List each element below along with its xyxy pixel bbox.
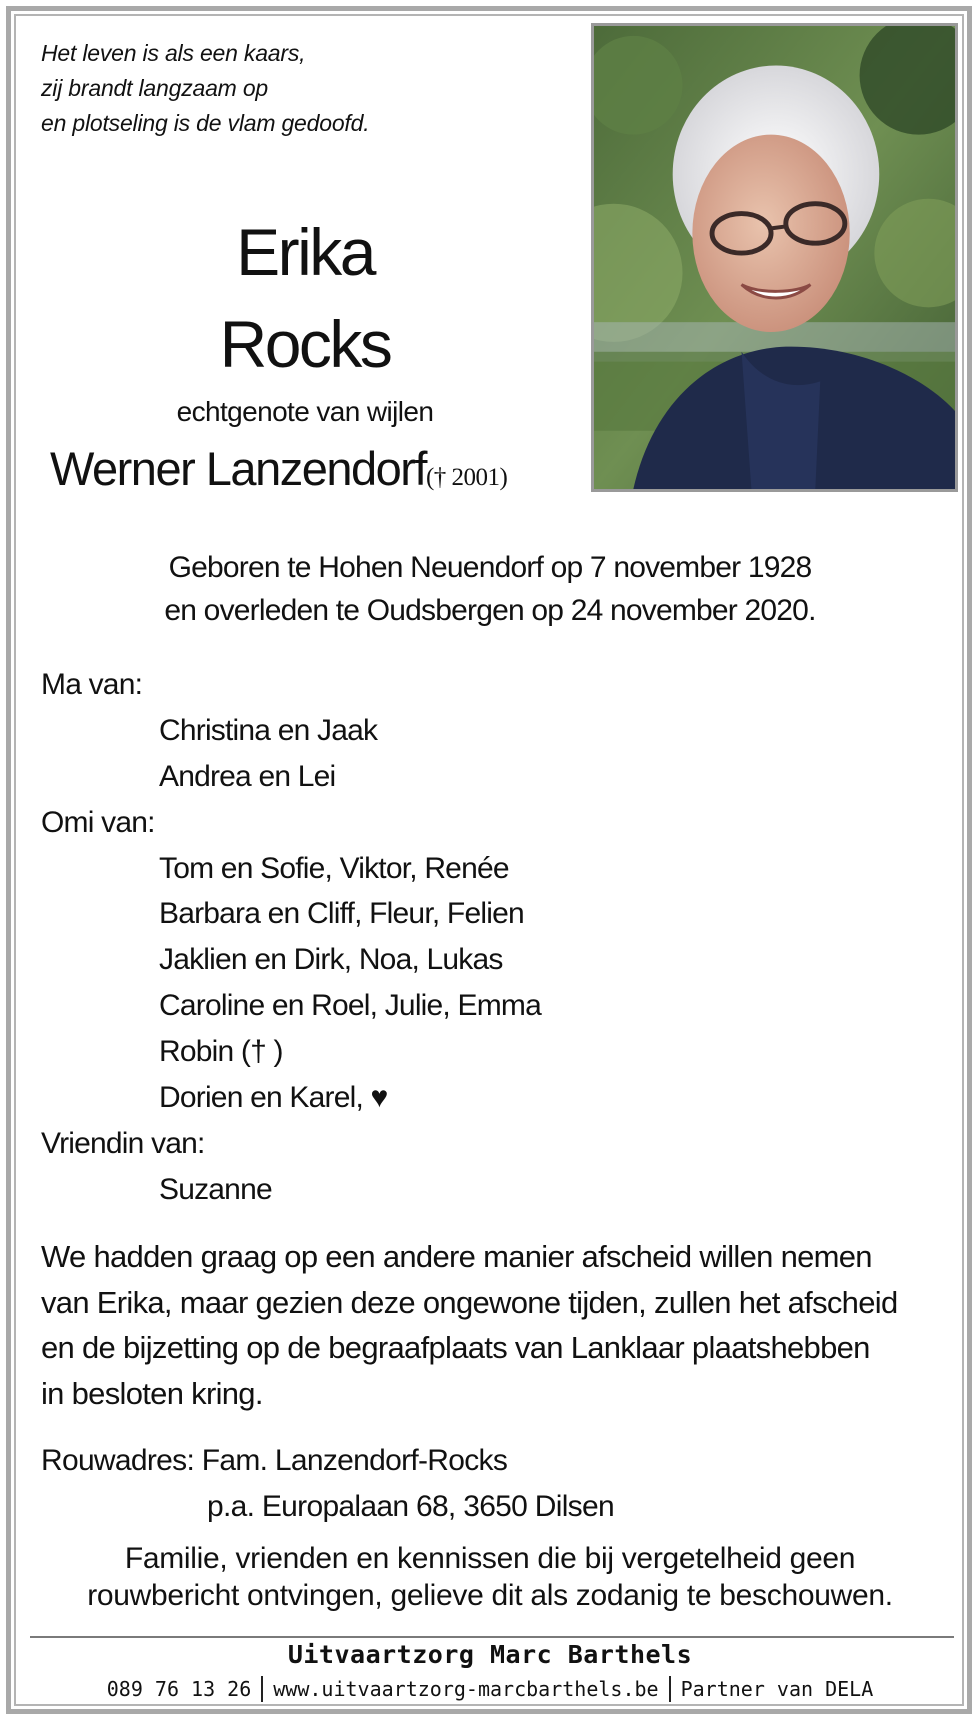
notice-line: rouwbericht ontvingen, gelieve dit als zodanig te beschouwen. bbox=[87, 1579, 893, 1612]
poem-line: zij brandt langzaam op bbox=[41, 75, 269, 101]
footer-phone: 089 76 13 26 bbox=[106, 1677, 252, 1701]
message-line: van Erika, maar gezien deze ongewone tijden, zullen het afscheid bbox=[41, 1284, 898, 1320]
life-dates bbox=[0, 546, 980, 632]
list-item: Robin († ) bbox=[159, 1035, 283, 1069]
list-item: Andrea en Lei bbox=[159, 759, 336, 793]
address-line: Rouwadres: Fam. Lanzendorf-Rocks bbox=[41, 1444, 508, 1477]
death-line: en overleden te Oudsbergen op 24 november 2020. bbox=[164, 594, 816, 627]
footer-contact bbox=[0, 1676, 980, 1702]
friend-label: Vriendin van: bbox=[41, 1126, 205, 1160]
footer-divider bbox=[30, 1636, 954, 1638]
spouse-label: echtgenote van wijlen bbox=[176, 396, 434, 427]
list-item: Barbara en Cliff, Fleur, Felien bbox=[159, 897, 524, 931]
poem bbox=[41, 36, 369, 141]
portrait-image bbox=[594, 26, 955, 489]
list-item: Dorien en Karel, ♥ bbox=[159, 1081, 388, 1115]
notice bbox=[0, 1540, 980, 1614]
message-line: en de bijzetting op de begraafplaats van Lanklaar plaatshebben bbox=[41, 1330, 870, 1365]
poem-line: en plotseling is de vlam gedoofd. bbox=[41, 110, 370, 136]
spouse-death-note: († 2001) bbox=[425, 464, 508, 491]
funeral-home-name: Uitvaartzorg Marc Barthels bbox=[287, 1640, 693, 1669]
list-item: Suzanne bbox=[159, 1172, 272, 1206]
message-line: in besloten kring. bbox=[41, 1375, 263, 1411]
footer-partner: Partner van DELA bbox=[680, 1677, 874, 1701]
birth-line: Geboren te Hohen Neuendorf op 7 november 1928 bbox=[168, 551, 812, 584]
deceased-first-name: Erika bbox=[236, 215, 374, 289]
spouse-name: Werner Lanzendorf bbox=[50, 442, 426, 495]
farewell-message bbox=[41, 1234, 898, 1416]
portrait-photo bbox=[591, 23, 958, 492]
list-item: Tom en Sofie, Viktor, Renée bbox=[159, 851, 509, 885]
deceased-last-name: Rocks bbox=[219, 307, 391, 381]
mourning-address bbox=[41, 1438, 614, 1530]
footer-separator bbox=[669, 1676, 671, 1702]
footer-separator bbox=[261, 1676, 263, 1702]
list-item: Jaklien en Dirk, Noa, Lukas bbox=[159, 943, 503, 977]
list-item: Christina en Jaak bbox=[159, 713, 378, 747]
poem-line: Het leven is als een kaars, bbox=[41, 40, 306, 66]
list-item: Caroline en Roel, Julie, Emma bbox=[159, 989, 541, 1023]
grandmother-label: Omi van: bbox=[41, 805, 155, 839]
deceased-name bbox=[20, 206, 590, 390]
footer-website[interactable]: www.uitvaartzorg-marcbarthels.be bbox=[273, 1677, 659, 1701]
spouse-name-line bbox=[50, 441, 507, 496]
mother-label: Ma van: bbox=[41, 668, 143, 701]
family-list bbox=[41, 662, 541, 1213]
address-line: p.a. Europalaan 68, 3650 Dilsen bbox=[207, 1490, 614, 1523]
notice-line: Familie, vrienden en kennissen die bij vergetelheid geen bbox=[124, 1542, 856, 1575]
message-line: We hadden graag op een andere manier afscheid willen nemen bbox=[41, 1239, 872, 1274]
